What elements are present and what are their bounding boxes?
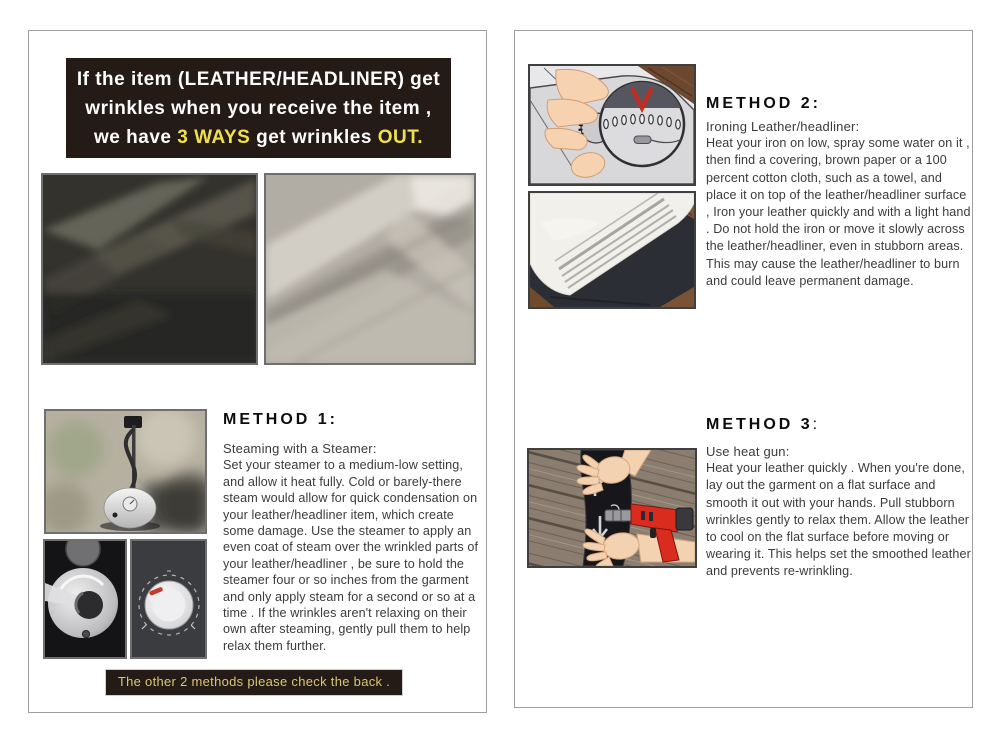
method3-subheading: Use heat gun:	[706, 444, 790, 459]
method2-subheading: Ironing Leather/headliner:	[706, 119, 860, 134]
garment-steamer-photo	[44, 409, 207, 534]
banner-line-2: wrinkles when you receive the item ,	[85, 98, 432, 119]
cotton-towel-photo	[528, 191, 696, 309]
method3-heading-colon: :	[812, 416, 818, 433]
towel-graphic	[530, 193, 694, 307]
method1-heading: METHOD 1:	[223, 411, 338, 428]
banner-highlight-3ways: 3 WAYS	[177, 127, 251, 148]
right-page-panel	[514, 30, 973, 708]
steamer-spout-closeup-photo	[43, 539, 127, 659]
iron-temperature-dial-illustration	[528, 64, 696, 186]
method1-section	[223, 411, 487, 654]
wrinkled-light-headliner-graphic	[266, 175, 474, 363]
left-page-panel	[28, 30, 487, 713]
heat-gun-graphic	[529, 450, 695, 566]
wrinkled-light-headliner-photo	[264, 173, 476, 365]
method2-heading: METHOD 2:	[706, 95, 821, 112]
steamer-dial-closeup-photo	[130, 539, 207, 659]
steamer-dial-graphic	[132, 541, 205, 657]
method2-section	[706, 95, 972, 290]
banner-highlight-out: OUT.	[377, 127, 423, 148]
iron-dial-graphic	[530, 66, 694, 184]
method1-body: Set your steamer to a medium-low setting, and allow it heat fully. Cold or barely-there steam would allow for quick condensation on your leather/headliner item, which create some damage. Use the steamer to apply an even coat of steam over the wrinkled parts of your leather/headliner , be sure to hold the steamer four or so inches from the garment and only apply steam for a second or so at a time . If the wrinkles aren't relaxing on their own after steaming, gently pull them to help relax them further.	[223, 458, 479, 653]
method1-subheading: Steaming with a Steamer:	[223, 441, 377, 456]
method3-heading: METHOD 3:	[706, 416, 818, 433]
banner-line-1: If the item (LEATHER/HEADLINER) get	[76, 69, 441, 90]
method3-section	[706, 416, 972, 581]
footer-banner-text: The other 2 methods please check the back .	[117, 674, 391, 689]
wrinkled-dark-leather-graphic	[43, 175, 256, 363]
method3-body: Heat your leather quickly . When you're done, lay out the garment on a flat surface and smooth it out with your hands. Pull stubborn wrinkles gently to relax them. Allow the leather to cool on the flat surface before moving or wearing it. This helps set the smoothed leather and prevents re-wrinkling.	[706, 461, 971, 579]
steamer-spout-graphic	[45, 541, 125, 657]
heat-gun-on-leather-photo	[527, 448, 697, 568]
footer-banner	[105, 669, 403, 696]
wrinkled-dark-leather-photo	[41, 173, 258, 365]
header-banner	[66, 58, 451, 158]
method2-body: Heat your iron on low, spray some water on it , then find a covering, brown paper or a 100 percent cotton cloth, such as a towel, and place it on top of the leather/headliner surface , Iron your leather quickly and with a light hand . Do not hold the iron or move it slowly across the leather/headliner, even in stubborn areas. This may cause the leather/headliner to burn and could leave permanent damage.	[706, 136, 971, 288]
banner-line-3: we have 3 WAYS get wrinkles OUT.	[94, 127, 423, 148]
garment-steamer-graphic	[46, 411, 205, 532]
